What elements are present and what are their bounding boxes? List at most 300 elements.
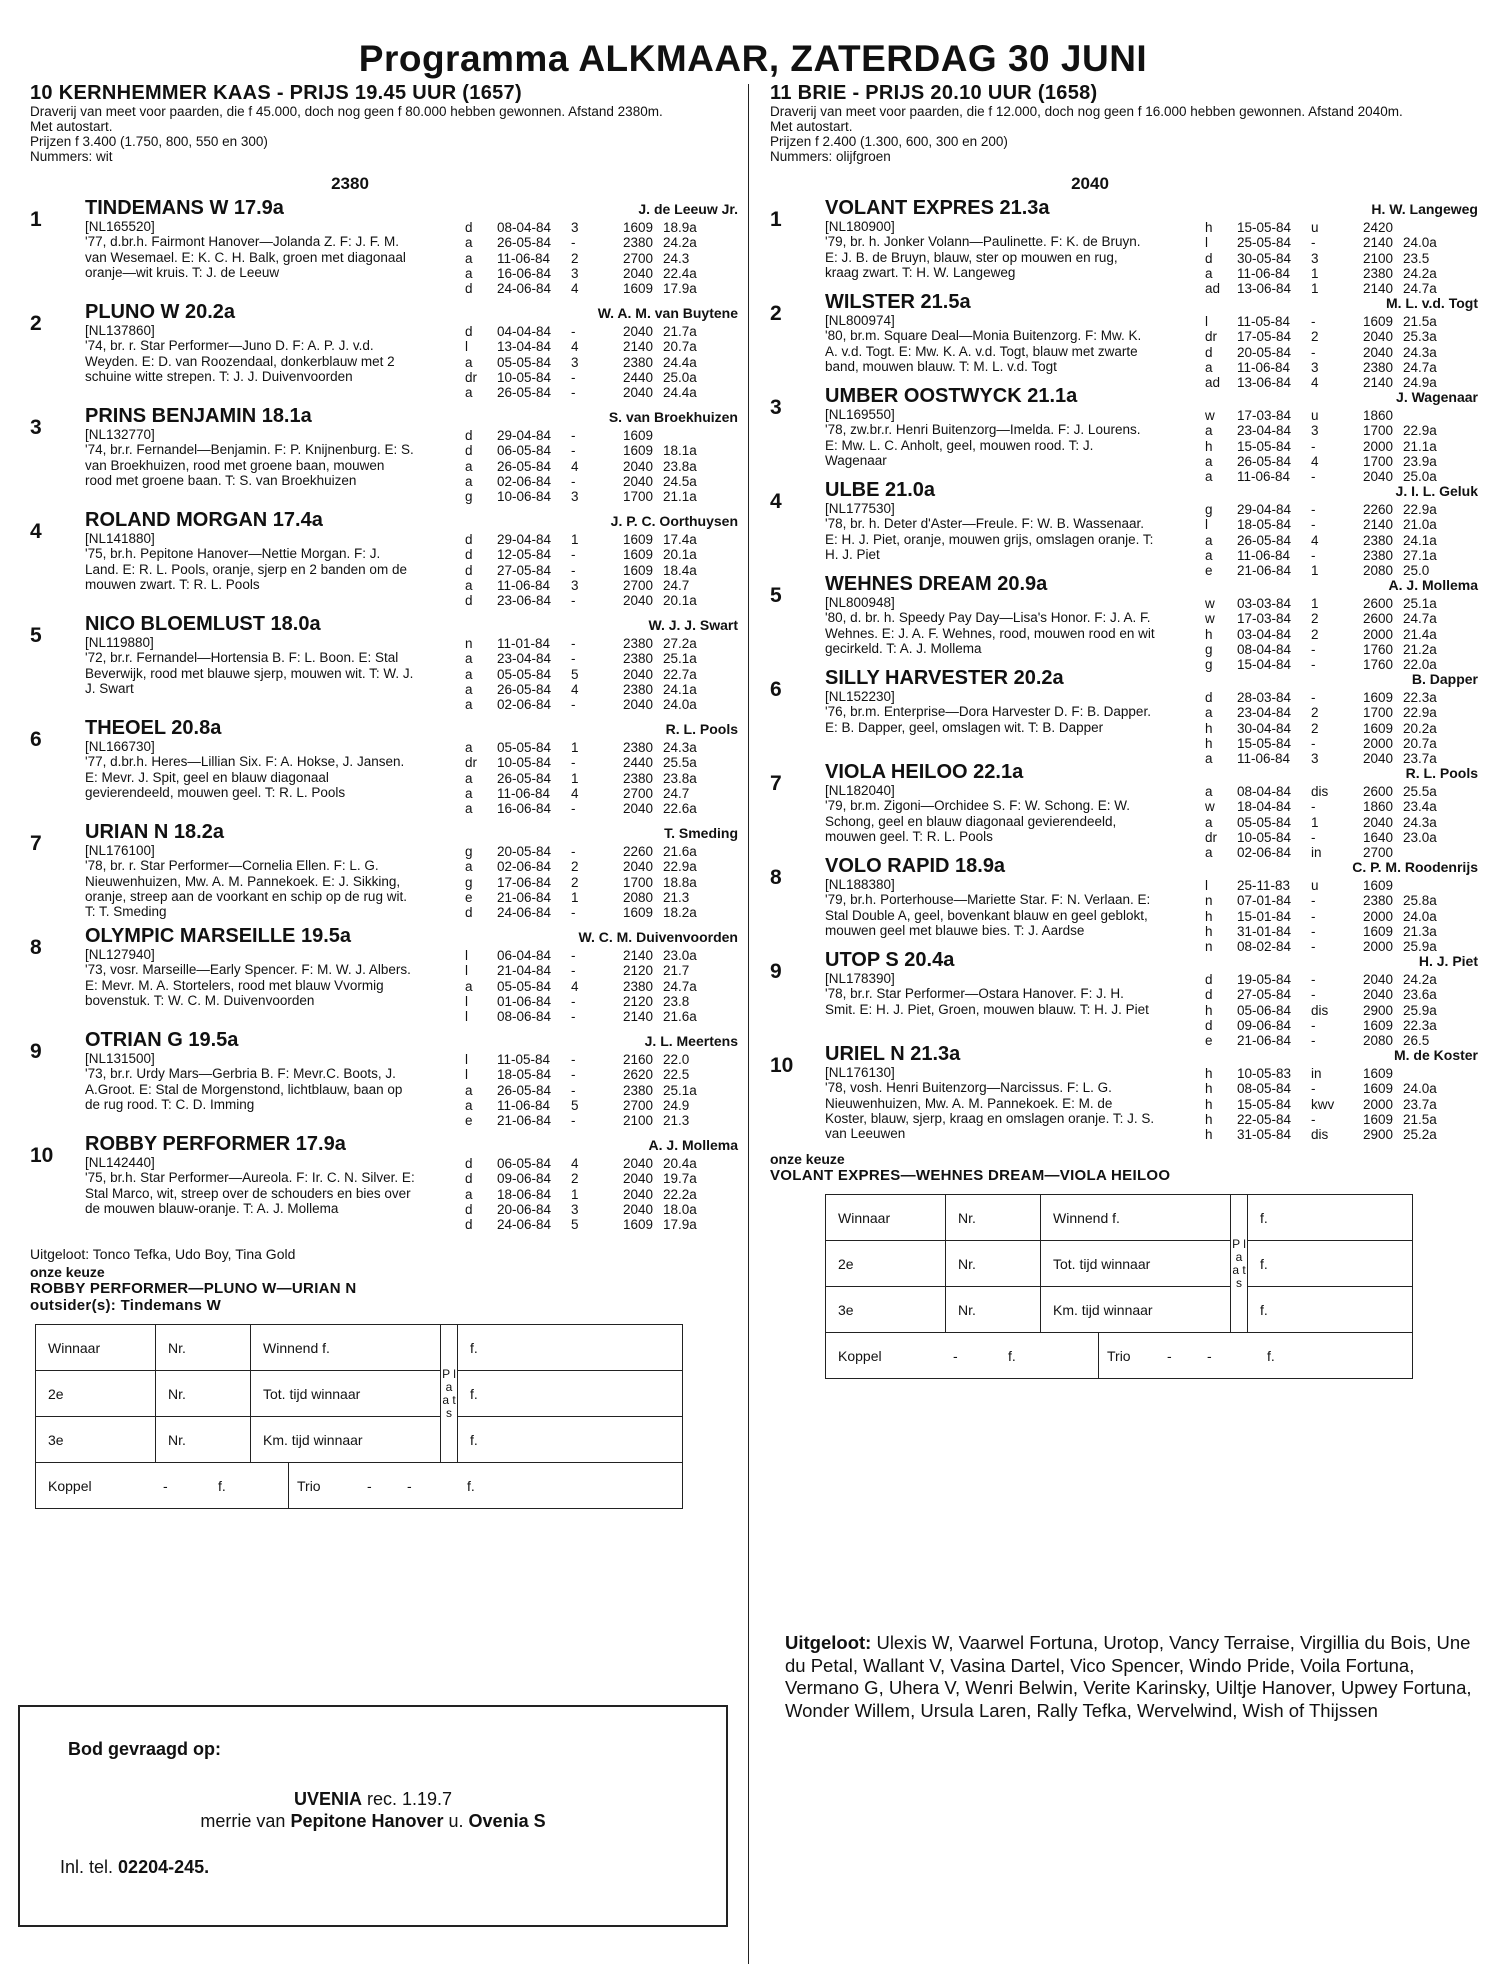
result-row — [465, 1187, 755, 1202]
track-code: a — [465, 1186, 473, 1202]
race-distance-result: 2260 — [1362, 502, 1393, 517]
placing: 1 — [571, 740, 579, 755]
track-code: a — [465, 577, 473, 593]
km-time: 21.3 — [663, 889, 690, 905]
km-time: 17.9a — [663, 1217, 697, 1233]
result-row — [465, 235, 755, 250]
advert-dam: Ovenia S — [468, 1811, 546, 1831]
result-row — [1205, 548, 1495, 563]
plaats-label: P l a a t s — [441, 1325, 458, 1463]
result-row — [465, 963, 755, 978]
horse-list — [30, 198, 750, 1238]
km-time: 21.5a — [1403, 314, 1437, 329]
horse-info — [825, 292, 1155, 374]
km-time: 25.0a — [1403, 469, 1437, 485]
result-row — [465, 859, 755, 874]
result-row — [1205, 408, 1495, 423]
result-row — [465, 1156, 755, 1171]
placing: - — [1311, 939, 1316, 955]
placing: - — [571, 948, 576, 963]
km-time: 25.0 — [1403, 563, 1430, 579]
km-time: 19.7a — [663, 1171, 697, 1187]
km-time: 21.6a — [663, 844, 697, 859]
third-label: 3e — [826, 1287, 946, 1333]
km-time: 24.0a — [1403, 235, 1437, 251]
race-distance-result: 2040 — [1362, 972, 1393, 987]
race-distance-result: 2080 — [1362, 1033, 1393, 1049]
track-code: d — [465, 562, 473, 578]
race-distance: 2380 — [331, 174, 369, 193]
result-row — [1205, 235, 1495, 250]
winner-label: Winnaar — [826, 1195, 946, 1241]
race-distance-result: 2000 — [1362, 626, 1393, 642]
horse-results — [465, 740, 755, 816]
placing: - — [1311, 923, 1316, 939]
result-row — [1205, 517, 1495, 532]
race-distance-result: 2040 — [622, 324, 653, 339]
horse-name: ROBBY PERFORMER 17.9a — [85, 1133, 346, 1155]
km-time: 23.7a — [1403, 751, 1437, 767]
horse-driver: A. J. Mollema — [1388, 577, 1478, 593]
koppel-label: Koppel — [838, 1347, 882, 1364]
horse-registration: [NL141880] — [85, 531, 155, 546]
horse-name: SILLY HARVESTER 20.2a — [825, 667, 1064, 689]
horse-entry — [30, 198, 750, 302]
race-date: 26-05-84 — [497, 235, 552, 251]
race-date: 03-04-84 — [1237, 626, 1292, 642]
km-time-label: Km. tijd winnaar — [1041, 1287, 1231, 1333]
placing: - — [571, 235, 576, 251]
placing: - — [571, 1113, 576, 1129]
race-date: 24-06-84 — [497, 281, 552, 297]
race-date: 21-04-84 — [497, 963, 552, 979]
km-time: 22.9a — [1403, 423, 1437, 439]
race-date: 05-05-84 — [497, 740, 552, 755]
track-code: dr — [465, 369, 478, 385]
plaats-1: f. — [1248, 1195, 1413, 1241]
km-time: 21.6a — [663, 1009, 697, 1025]
horse-number: 10 — [30, 1144, 54, 1167]
race-distance-result: 2040 — [1362, 344, 1393, 360]
track-code: l — [465, 948, 468, 963]
nr-label: Nr. — [946, 1287, 1041, 1333]
km-time: 24.7 — [663, 577, 690, 593]
track-code: a — [465, 801, 473, 817]
race-distance-result: 1609 — [622, 532, 653, 547]
placing: in — [1311, 845, 1322, 861]
race-distance-result: 2700 — [622, 250, 653, 266]
horse-results — [465, 532, 755, 608]
placing: 2 — [571, 874, 579, 890]
result-row — [1205, 830, 1495, 845]
plaats-2: f. — [1248, 1241, 1413, 1287]
horse-results — [1205, 314, 1495, 390]
horse-name: THEOEL 20.8a — [85, 717, 222, 739]
track-code: n — [1205, 893, 1213, 909]
km-time: 25.9a — [1403, 1002, 1437, 1018]
race-distance-result: 2140 — [622, 948, 653, 963]
km-time: 22.3a — [1403, 1017, 1437, 1033]
race-distance-result: 2140 — [1362, 517, 1393, 533]
horse-number: 8 — [770, 866, 782, 889]
race-distance-result: 2380 — [622, 681, 653, 697]
horse-name: UTOP S 20.4a — [825, 949, 955, 971]
km-time-label: Km. tijd winnaar — [251, 1417, 441, 1463]
horse-info — [825, 480, 1155, 562]
nr-label: Nr. — [946, 1241, 1041, 1287]
race-date: 25-05-84 — [1237, 235, 1292, 251]
race-date: 27-05-84 — [497, 562, 552, 578]
race-date: 08-04-84 — [1237, 784, 1292, 799]
track-code: a — [465, 666, 473, 682]
horse-registration: [NL800948] — [825, 595, 895, 610]
km-time — [663, 428, 723, 443]
result-row — [1205, 721, 1495, 736]
race-distance-result: 2080 — [622, 889, 653, 905]
plaats-3: f. — [1248, 1287, 1413, 1333]
km-time: 22.2a — [663, 1186, 697, 1202]
race-date: 30-05-84 — [1237, 250, 1292, 266]
horse-number: 10 — [770, 1054, 794, 1077]
horse-number: 4 — [770, 490, 782, 513]
race-date: 26-05-84 — [497, 458, 552, 474]
result-row — [465, 740, 755, 755]
horse-entry — [770, 949, 1490, 1049]
placing: 3 — [571, 489, 579, 505]
race-date: 29-04-84 — [1237, 502, 1292, 517]
placing: in — [1311, 1066, 1322, 1081]
horse-number: 6 — [30, 728, 42, 751]
track-code: d — [465, 281, 473, 297]
track-code: h — [1205, 438, 1213, 454]
km-time: 26.5 — [1403, 1033, 1430, 1049]
placing: kwv — [1311, 1096, 1335, 1112]
horse-number: 9 — [30, 1040, 42, 1063]
horse-registration: [NL165520] — [85, 219, 155, 234]
placing: - — [571, 651, 576, 667]
race-date: 24-06-84 — [497, 905, 552, 921]
advert-sire: Pepitone Hanover — [290, 1811, 444, 1831]
placing: 5 — [571, 666, 579, 682]
placing: - — [571, 547, 576, 563]
race-date: 18-05-84 — [497, 1067, 552, 1083]
race-distance-result: 1700 — [1362, 453, 1393, 469]
placing: 4 — [1311, 375, 1319, 391]
track-code: h — [1205, 1081, 1213, 1097]
horse-entry — [770, 385, 1490, 485]
km-time: 18.1a — [663, 443, 697, 459]
km-time: 24.7a — [1403, 281, 1437, 297]
track-code: d — [1205, 1017, 1213, 1033]
result-row — [1205, 423, 1495, 438]
placing: 4 — [571, 1156, 579, 1171]
trio-f: f. — [467, 1477, 475, 1494]
race-date: 16-06-84 — [497, 265, 552, 281]
placing: 1 — [571, 889, 579, 905]
race-date: 05-06-84 — [1237, 1002, 1292, 1018]
horse-list — [770, 198, 1490, 1141]
plaats-label: P l a a t s — [1231, 1195, 1248, 1333]
race-date: 17-06-84 — [497, 874, 552, 890]
race-distance-result: 2040 — [622, 859, 653, 875]
result-row — [465, 667, 755, 682]
km-time: 24.3a — [1403, 344, 1437, 360]
tips: VOLANT EXPRES—WEHNES DREAM—VIOLA HEILOO — [770, 1167, 1171, 1185]
placing: 4 — [571, 785, 579, 801]
race-date: 18-04-84 — [1237, 799, 1292, 815]
horse-number: 7 — [30, 832, 42, 855]
race-date: 10-05-83 — [1237, 1066, 1292, 1081]
result-row — [465, 489, 755, 504]
horse-driver: M. de Koster — [1393, 1047, 1478, 1063]
race-distance-result: 1700 — [1362, 705, 1393, 721]
race-date: 11-06-84 — [1237, 359, 1291, 375]
km-time: 24.4a — [663, 385, 697, 401]
horse-results — [465, 948, 755, 1024]
horse-results — [465, 844, 755, 920]
race-date: 23-06-84 — [497, 593, 552, 609]
race-date: 11-05-84 — [497, 1052, 551, 1067]
result-row — [1205, 220, 1495, 235]
track-code: a — [1205, 814, 1213, 830]
placing: - — [571, 1009, 576, 1025]
horse-results — [1205, 502, 1495, 578]
track-code: g — [1205, 657, 1213, 673]
race-date: 02-06-84 — [497, 697, 552, 713]
placing: - — [1311, 547, 1316, 563]
race-date: 11-06-84 — [1237, 469, 1291, 485]
race-date: 06-04-84 — [497, 948, 552, 963]
withdrawn-list-race-11 — [785, 1632, 1485, 1722]
placing: - — [1311, 1111, 1316, 1127]
race-date: 15-05-84 — [1237, 220, 1292, 235]
nr-label: Nr. — [156, 1417, 251, 1463]
track-code: a — [1205, 784, 1213, 799]
track-code: h — [1205, 626, 1213, 642]
track-code: d — [465, 1201, 473, 1217]
race-distance-result: 1609 — [622, 281, 653, 297]
track-code: h — [1205, 220, 1213, 235]
track-code: a — [465, 740, 473, 755]
page-title: Programma ALKMAAR, ZATERDAG 30 JUNI — [358, 38, 1148, 79]
race-date: 09-06-84 — [1237, 1017, 1292, 1033]
track-code: a — [1205, 359, 1213, 375]
second-label: 2e — [826, 1241, 946, 1287]
race-date: 10-05-84 — [497, 369, 552, 385]
result-row — [1205, 454, 1495, 469]
race-distance-result: 2380 — [1362, 893, 1393, 909]
race-distance-result: 1609 — [1362, 1111, 1393, 1127]
race-distance-result: 2380 — [622, 770, 653, 786]
race-date: 11-05-84 — [1237, 314, 1291, 329]
km-time: 18.2a — [663, 905, 697, 921]
race-distance-result: 1609 — [1362, 1081, 1393, 1097]
race-distance-result: 2700 — [622, 577, 653, 593]
track-code: d — [465, 905, 473, 921]
result-grid — [35, 1324, 683, 1509]
placing: 2 — [571, 1171, 579, 1187]
horse-name: OLYMPIC MARSEILLE 19.5a — [85, 925, 351, 947]
advert-horse: UVENIA — [293, 1789, 362, 1809]
race-distance-result: 2040 — [622, 385, 653, 401]
track-code: dr — [1205, 829, 1218, 845]
track-code: g — [1205, 502, 1213, 517]
result-row — [465, 1171, 755, 1186]
result-row — [1205, 439, 1495, 454]
horse-entry — [30, 1134, 750, 1238]
horse-entry — [30, 406, 750, 510]
race-date: 01-06-84 — [497, 993, 552, 1009]
placing: 3 — [1311, 359, 1319, 375]
horse-driver: R. L. Pools — [1405, 765, 1478, 781]
race-distance-result: 2600 — [1362, 596, 1393, 611]
race-distance-result: 1609 — [1362, 720, 1393, 736]
race-11-column — [770, 82, 1490, 1379]
km-time: 22.4a — [663, 265, 697, 281]
horse-info — [85, 926, 415, 1008]
race-distance-result: 1760 — [1362, 657, 1393, 673]
koppel-label: Koppel — [48, 1477, 92, 1494]
race-distance-result: 2380 — [622, 1082, 653, 1098]
race-numbers: Nummers: olijfgroen — [770, 149, 891, 164]
horse-name: URIAN N 18.2a — [85, 821, 224, 843]
race-date: 17-03-84 — [1237, 611, 1292, 627]
track-code: h — [1205, 735, 1213, 751]
horse-driver: W. J. J. Swart — [648, 617, 738, 633]
track-code: a — [1205, 265, 1213, 281]
race-distance-result: 2140 — [1362, 375, 1393, 391]
result-row — [1205, 1003, 1495, 1018]
track-code: l — [465, 993, 468, 1009]
plaats-2: f. — [458, 1371, 683, 1417]
track-code: l — [1205, 517, 1208, 533]
track-code: d — [465, 220, 473, 235]
horse-description: '78, br. r. Star Performer—Cornelia Ellen. F: L. G. Nieuwenhuizen, Mw. A. M. Pannekoek. E: J. Sikking, oranje, streep aan de voorkant en schip op de rug wit. T: T. Smeding — [85, 858, 407, 920]
horse-description: '72, br.r. Fernandel—Hortensia B. F: L. Boon. E: Stal Beverwijk, rood met blauwe sjerp, mouwen wit. T: W. J. J. Swart — [85, 650, 414, 696]
km-time: 25.1a — [663, 1082, 697, 1098]
result-row — [1205, 815, 1495, 830]
placing: 4 — [1311, 453, 1319, 469]
track-code: d — [465, 1171, 473, 1187]
tips: ROBBY PERFORMER—PLUNO W—URIAN N — [30, 1280, 357, 1297]
race-date: 23-04-84 — [497, 651, 552, 667]
placing: - — [1311, 1081, 1316, 1097]
race-date: 21-06-84 — [1237, 1033, 1292, 1049]
result-row — [1205, 705, 1495, 720]
km-time: 25.1a — [1403, 596, 1437, 611]
nr-label: Nr. — [156, 1325, 251, 1371]
km-time: 18.8a — [663, 874, 697, 890]
horse-entry — [30, 614, 750, 718]
result-row — [465, 593, 755, 608]
race-distance-result: 2900 — [1362, 1127, 1393, 1143]
placing: 2 — [1311, 329, 1319, 345]
horse-description: '78, br.r. Star Performer—Ostara Hanover. F: J. H. Smit. E: H. J. Piet, Groen, mouwen blauw. T: H. J. Piet — [825, 986, 1149, 1017]
km-time: 22.3a — [1403, 690, 1437, 705]
horse-entry — [770, 197, 1490, 297]
km-time: 18.4a — [663, 562, 697, 578]
horse-name: TINDEMANS W 17.9a — [85, 197, 284, 219]
km-time: 25.3a — [1403, 329, 1437, 345]
horse-results — [1205, 690, 1495, 766]
horse-results — [465, 636, 755, 712]
race-date: 13-06-84 — [1237, 281, 1292, 297]
placing: 5 — [571, 1097, 579, 1113]
result-row — [465, 890, 755, 905]
trio-dash-2: - — [1207, 1347, 1212, 1364]
result-row — [1205, 1081, 1495, 1096]
placing: - — [1311, 1033, 1316, 1049]
race-distance-result: 1609 — [1362, 923, 1393, 939]
horse-number: 3 — [30, 416, 42, 439]
koppel-dash: - — [163, 1477, 168, 1494]
trio-dash-1: - — [367, 1477, 372, 1494]
placing: - — [1311, 893, 1316, 909]
race-distance-result: 2040 — [622, 1156, 653, 1171]
result-row — [465, 266, 755, 281]
horse-number: 1 — [30, 208, 42, 231]
km-time: 21.5a — [1403, 1111, 1437, 1127]
placing: - — [571, 636, 576, 651]
km-time: 23.8a — [663, 458, 697, 474]
koppel-f: f. — [218, 1477, 226, 1494]
race-distance-result: 2040 — [622, 801, 653, 817]
horse-number: 5 — [770, 584, 782, 607]
track-code: ad — [1205, 375, 1221, 391]
race-distance-result: 2140 — [1362, 281, 1393, 297]
race-date: 16-06-84 — [497, 801, 552, 817]
race-distance-result: 2100 — [622, 1113, 653, 1129]
track-code: a — [465, 770, 473, 786]
km-time: 21.2a — [1403, 641, 1437, 657]
result-row — [465, 532, 755, 547]
horse-driver: W. C. M. Duivenvoorden — [578, 929, 738, 945]
race-date: 11-01-84 — [497, 636, 551, 651]
placing: 2 — [1311, 626, 1319, 642]
race-date: 25-11-83 — [1237, 878, 1291, 893]
horse-description: '73, br.r. Urdy Mars—Gerbria B. F: Mevr.C. Boots, J. A.Groot. E: Stal de Morgenstond, lichtblauw, baan op de rug rood. T: C. D. Imming — [85, 1066, 403, 1112]
horse-entry — [30, 822, 750, 926]
km-time: 24.7a — [1403, 611, 1437, 627]
race-date: 24-06-84 — [497, 1217, 552, 1233]
advert-pedigree-line — [20, 1811, 726, 1832]
horse-registration: [NL142440] — [85, 1155, 155, 1170]
race-date: 31-01-84 — [1237, 923, 1292, 939]
placing: - — [1311, 690, 1316, 705]
horse-registration: [NL188380] — [825, 877, 895, 892]
placing: 3 — [1311, 751, 1319, 767]
race-date: 05-05-84 — [497, 354, 552, 370]
horse-results — [465, 324, 755, 400]
horse-info — [85, 1134, 415, 1216]
race-date: 22-05-84 — [1237, 1111, 1292, 1127]
horse-name: ROLAND MORGAN 17.4a — [85, 509, 323, 531]
placing: - — [1311, 469, 1316, 485]
placing: 1 — [1311, 563, 1319, 579]
horse-registration: [NL178390] — [825, 971, 895, 986]
km-time: 22.5 — [663, 1067, 690, 1083]
km-time: 24.7a — [1403, 359, 1437, 375]
placing: - — [1311, 235, 1316, 251]
horse-results — [1205, 784, 1495, 860]
race-date: 20-05-84 — [497, 844, 552, 859]
placing: - — [571, 1067, 576, 1083]
horse-driver: A. J. Mollema — [648, 1137, 738, 1153]
track-code: a — [465, 385, 473, 401]
horse-name: WEHNES DREAM 20.9a — [825, 573, 1048, 595]
result-row — [465, 875, 755, 890]
race-distance-result: 1700 — [1362, 423, 1393, 439]
